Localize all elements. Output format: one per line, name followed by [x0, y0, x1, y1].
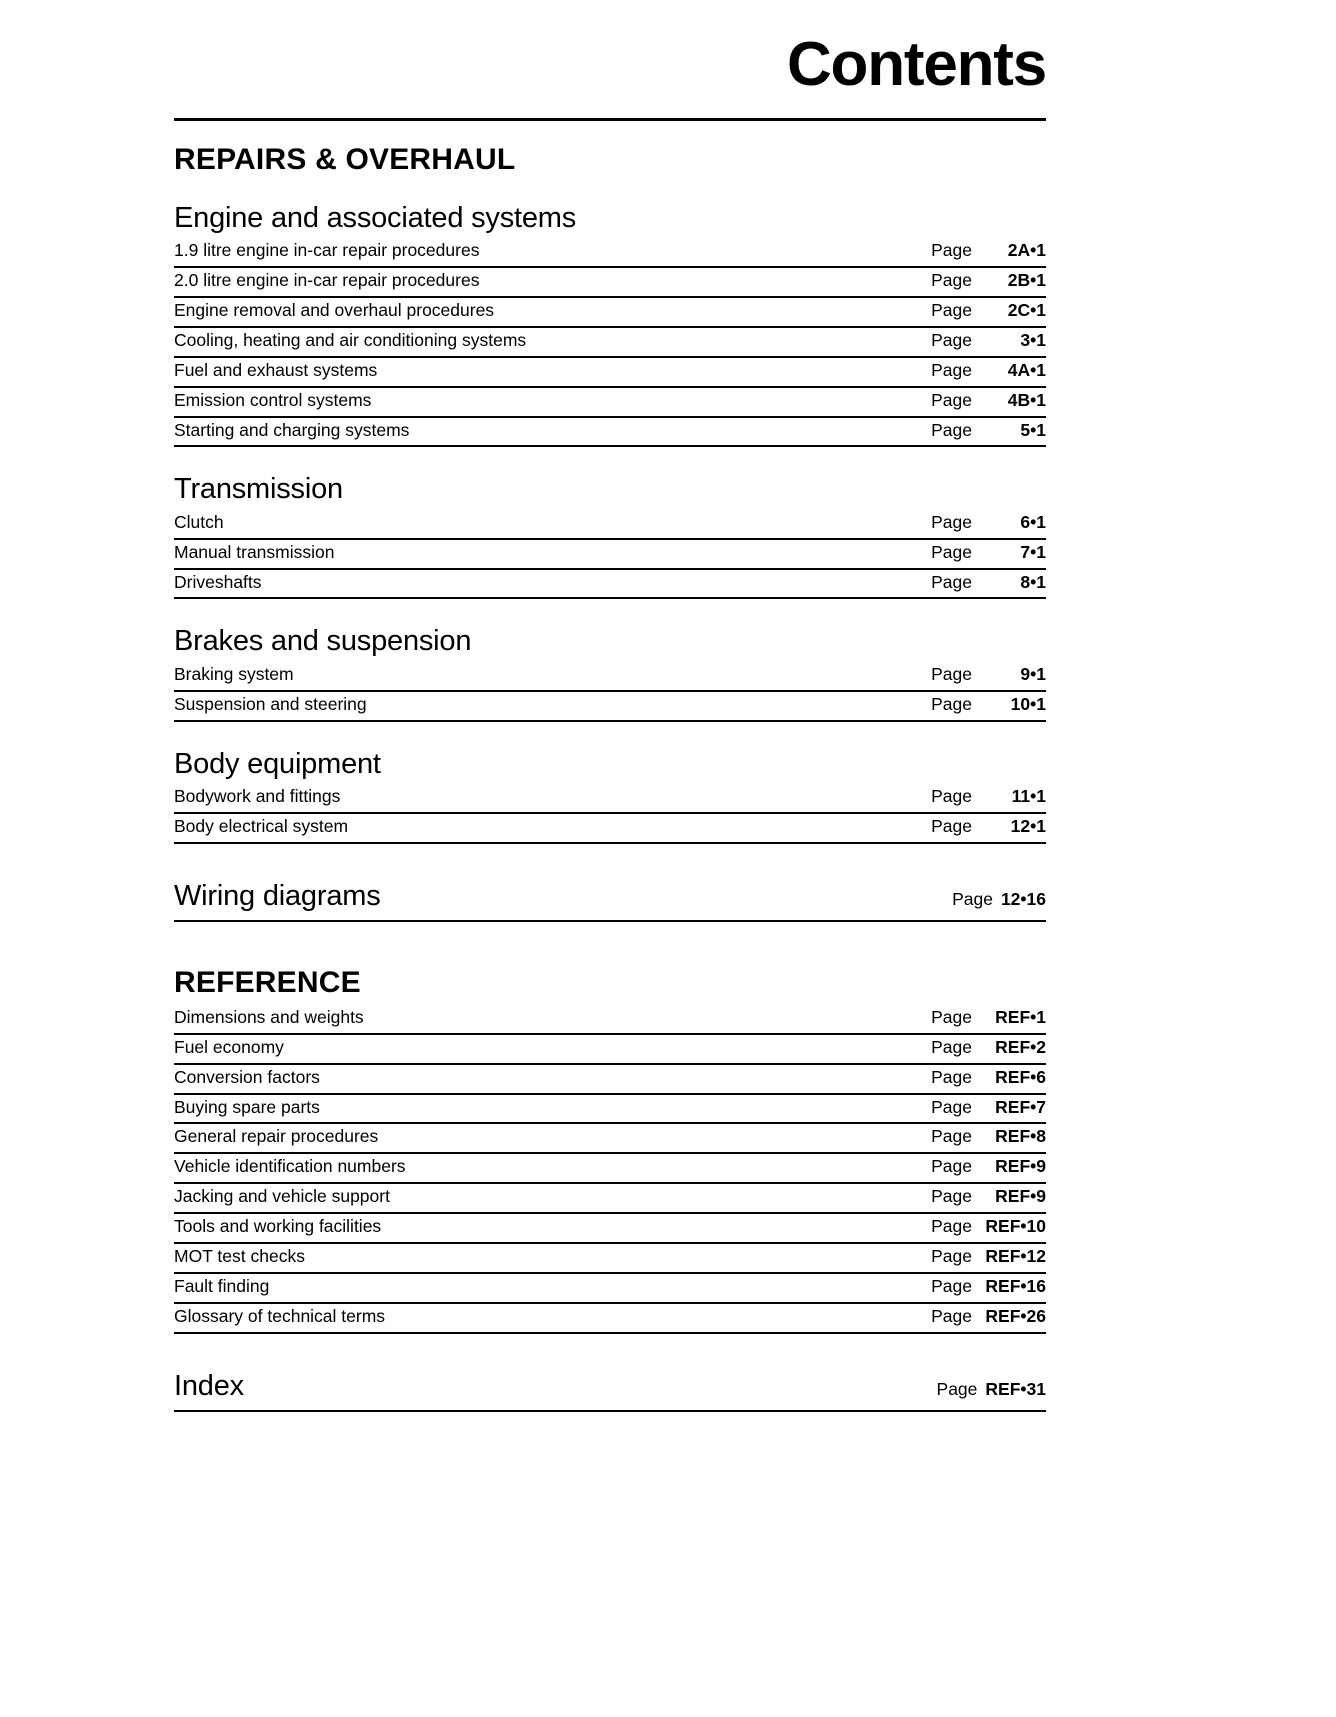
toc-entry[interactable]: [174, 1035, 1046, 1065]
toc-entry-page-number: 7•1: [1020, 541, 1046, 562]
page-word: Page: [952, 888, 993, 909]
toc-entry-page: [931, 240, 1046, 262]
toc-entry[interactable]: [174, 510, 1046, 540]
toc-entry-page-number: 2C•1: [1007, 300, 1046, 321]
toc-entry[interactable]: [174, 328, 1046, 358]
toc-entry-label: Driveshafts: [174, 571, 262, 592]
toc-entry-label: MOT test checks: [174, 1245, 305, 1266]
page-word: Page: [931, 1156, 972, 1177]
toc-entry-page-number: 8•1: [1020, 571, 1046, 592]
toc-entry[interactable]: [174, 268, 1046, 298]
toc-entry-page-number: REF•1: [995, 1006, 1046, 1027]
page-word: Page: [931, 1126, 972, 1147]
page-word: Page: [931, 571, 972, 592]
toc-entry-label: General repair procedures: [174, 1126, 379, 1147]
toc-entry-page-number: 12•16: [1000, 888, 1046, 909]
spacer: [174, 1334, 1046, 1362]
toc-entry-page: [931, 1276, 1046, 1298]
toc-entry-page: [931, 390, 1046, 412]
toc-entry-label: Dimensions and weights: [174, 1006, 364, 1027]
page-word: Page: [931, 1275, 972, 1296]
toc-entry[interactable]: [174, 784, 1046, 814]
toc-entry-page-number: 9•1: [1020, 663, 1046, 684]
toc-entry-page: [931, 694, 1046, 716]
toc-entry[interactable]: [174, 238, 1046, 268]
toc-entry[interactable]: [174, 1274, 1046, 1304]
page-word: Page: [936, 1378, 978, 1399]
toc-entry-page: [931, 1067, 1046, 1089]
toc-entry-page: [931, 270, 1046, 292]
toc-entry-label: Emission control systems: [174, 389, 372, 410]
toc-entry-label: Manual transmission: [174, 541, 335, 562]
page-word: Page: [931, 300, 972, 321]
toc-entry-label: Jacking and vehicle support: [174, 1186, 390, 1207]
toc-entry-page-number: REF•2: [995, 1036, 1046, 1057]
toc-entry-label: Starting and charging systems: [174, 419, 410, 440]
toc-entry-label: Index: [174, 1369, 244, 1402]
page-word: Page: [931, 1245, 972, 1266]
toc-entry[interactable]: [174, 540, 1046, 570]
section-engine: [174, 202, 1046, 447]
toc-entry-page: [931, 512, 1046, 534]
toc-entry-page-number: 10•1: [1010, 693, 1046, 714]
toc-entry[interactable]: [174, 570, 1046, 600]
toc-entry[interactable]: [174, 418, 1046, 448]
toc-entry[interactable]: [174, 358, 1046, 388]
toc-entry-label: Glossary of technical terms: [174, 1305, 386, 1326]
toc-entry[interactable]: [174, 1005, 1046, 1035]
toc-entry-page: [931, 664, 1046, 686]
toc-entry-wiring-diagrams[interactable]: [174, 872, 1046, 922]
toc-entry[interactable]: [174, 1065, 1046, 1095]
page-word: Page: [931, 511, 972, 532]
toc-entry-label: Bodywork and fittings: [174, 785, 341, 806]
page-word: Page: [931, 419, 972, 440]
toc-entry-label: Fuel economy: [174, 1036, 284, 1057]
page-word: Page: [931, 270, 972, 291]
section-heading: Brakes and suspension: [174, 625, 472, 658]
toc-entry-page-number: 2A•1: [1007, 240, 1046, 261]
toc-entry[interactable]: [174, 388, 1046, 418]
section-brakes-suspension: [174, 625, 1046, 721]
toc-entry-page-number: REF•12: [985, 1245, 1046, 1266]
page-word: Page: [931, 329, 972, 350]
page-word: Page: [931, 1216, 972, 1236]
toc-entry-page: [931, 1156, 1046, 1178]
page-word: Page: [931, 1066, 972, 1087]
section-transmission: [174, 473, 1046, 599]
toc-entry[interactable]: [174, 1244, 1046, 1274]
page-word: Page: [931, 663, 972, 684]
toc-entry-label: Buying spare parts: [174, 1096, 320, 1117]
toc-entry-page-number: REF•8: [995, 1126, 1046, 1147]
section-body-equipment: [174, 748, 1046, 844]
toc-entry-label: Conversion factors: [174, 1066, 320, 1087]
toc-entry[interactable]: [174, 298, 1046, 328]
toc-entry[interactable]: [174, 814, 1046, 844]
masthead-divider: [174, 118, 1046, 121]
toc-entry-page: [952, 889, 1046, 911]
toc-entry[interactable]: [174, 1124, 1046, 1154]
toc-entry-page: [931, 1007, 1046, 1029]
toc-entry-page-number: REF•6: [995, 1066, 1046, 1087]
page-word: Page: [931, 1186, 972, 1207]
toc-entry-page: [931, 786, 1046, 808]
toc-entry-page-number: 5•1: [1020, 419, 1046, 440]
page-word: Page: [931, 1006, 972, 1027]
page-word: Page: [931, 1305, 972, 1326]
page-word: Page: [931, 785, 972, 806]
page-word: Page: [931, 240, 972, 261]
toc-entry-page-number: 4A•1: [1007, 359, 1046, 380]
toc-entry-page-number: REF•9: [995, 1186, 1046, 1207]
toc-entry-page: [931, 816, 1046, 838]
spacer: [174, 844, 1046, 872]
toc-entry-label: Vehicle identification numbers: [174, 1156, 406, 1177]
toc-entry-page: [931, 1216, 1046, 1238]
toc-entry-page-number: REF•26: [985, 1305, 1046, 1326]
toc-entry-page: [931, 1037, 1046, 1059]
toc-entry[interactable]: [174, 1095, 1046, 1125]
toc-entry-page-number: REF•16: [985, 1275, 1046, 1296]
toc-entry-page-number: 4B•1: [1007, 389, 1046, 410]
toc-entry-page: [937, 1379, 1046, 1401]
toc-entry-label: Wiring diagrams: [174, 879, 381, 912]
spacer: [174, 922, 1046, 966]
toc-entry[interactable]: [174, 662, 1046, 692]
toc-entry-label: Braking system: [174, 663, 294, 684]
toc-entry-label: Cooling, heating and air conditioning systems: [174, 329, 527, 350]
section-reference: [174, 1005, 1046, 1334]
toc-entry-label: Fault finding: [174, 1275, 270, 1296]
toc-entry-page: [931, 572, 1046, 594]
toc-entry-page-number: 11•1: [1011, 785, 1046, 806]
toc-entry-page: [931, 1186, 1046, 1208]
toc-entry[interactable]: [174, 1154, 1046, 1184]
toc-entry-label: Fuel and exhaust systems: [174, 359, 378, 380]
toc-entry-label: Body electrical system: [174, 815, 349, 836]
toc-entry-page: [931, 542, 1046, 564]
contents-column: [174, 0, 1046, 1412]
section-heading: Transmission: [174, 473, 343, 506]
page-word: Page: [931, 693, 972, 714]
toc-entry-page: [931, 1126, 1046, 1148]
toc-entry-page-number: REF•31: [985, 1378, 1046, 1399]
toc-entry-page: [931, 1306, 1046, 1328]
page-word: Page: [931, 359, 972, 380]
part-heading-reference: REFERENCE: [174, 965, 361, 999]
toc-entry[interactable]: [174, 1214, 1046, 1244]
page-word: Page: [931, 1036, 972, 1057]
toc-entry[interactable]: [174, 1304, 1046, 1334]
toc-entry-page-number: REF•9: [995, 1156, 1046, 1177]
page-word: Page: [931, 541, 972, 562]
toc-entry-page-number: 2B•1: [1007, 270, 1046, 291]
page-title: Contents: [786, 30, 1046, 99]
toc-entry-label: Clutch: [174, 511, 224, 532]
toc-entry-page: [931, 1097, 1046, 1119]
toc-entry-page: [931, 330, 1046, 352]
part-heading-repairs: REPAIRS & OVERHAUL: [174, 143, 516, 176]
toc-entry-page: [931, 360, 1046, 382]
toc-entry-page: [931, 1246, 1046, 1268]
toc-entry[interactable]: [174, 1184, 1046, 1214]
toc-entry[interactable]: [174, 692, 1046, 722]
section-heading: Engine and associated systems: [174, 202, 577, 234]
toc-entry-page-number: REF•10: [985, 1216, 1046, 1236]
masthead: [174, 0, 1046, 99]
toc-entry-page-number: REF•7: [995, 1096, 1046, 1117]
toc-entry-label: Tools and working facilities: [174, 1216, 382, 1236]
toc-entry-label: 2.0 litre engine in-car repair procedures: [174, 270, 480, 291]
toc-entry-page: [931, 420, 1046, 442]
toc-entry-page-number: 6•1: [1020, 511, 1046, 532]
toc-entry-label: Engine removal and overhaul procedures: [174, 300, 495, 321]
page-word: Page: [931, 1096, 972, 1117]
toc-entry-page: [931, 300, 1046, 322]
page-word: Page: [931, 389, 972, 410]
toc-entry-label: 1.9 litre engine in-car repair procedures: [174, 240, 480, 261]
toc-entry-index[interactable]: [174, 1362, 1046, 1412]
page-word: Page: [931, 815, 972, 836]
section-heading: Body equipment: [174, 747, 381, 780]
toc-entry-page-number: 3•1: [1020, 329, 1046, 350]
toc-entry-label: Suspension and steering: [174, 693, 367, 714]
toc-entry-page-number: 12•1: [1010, 815, 1046, 836]
